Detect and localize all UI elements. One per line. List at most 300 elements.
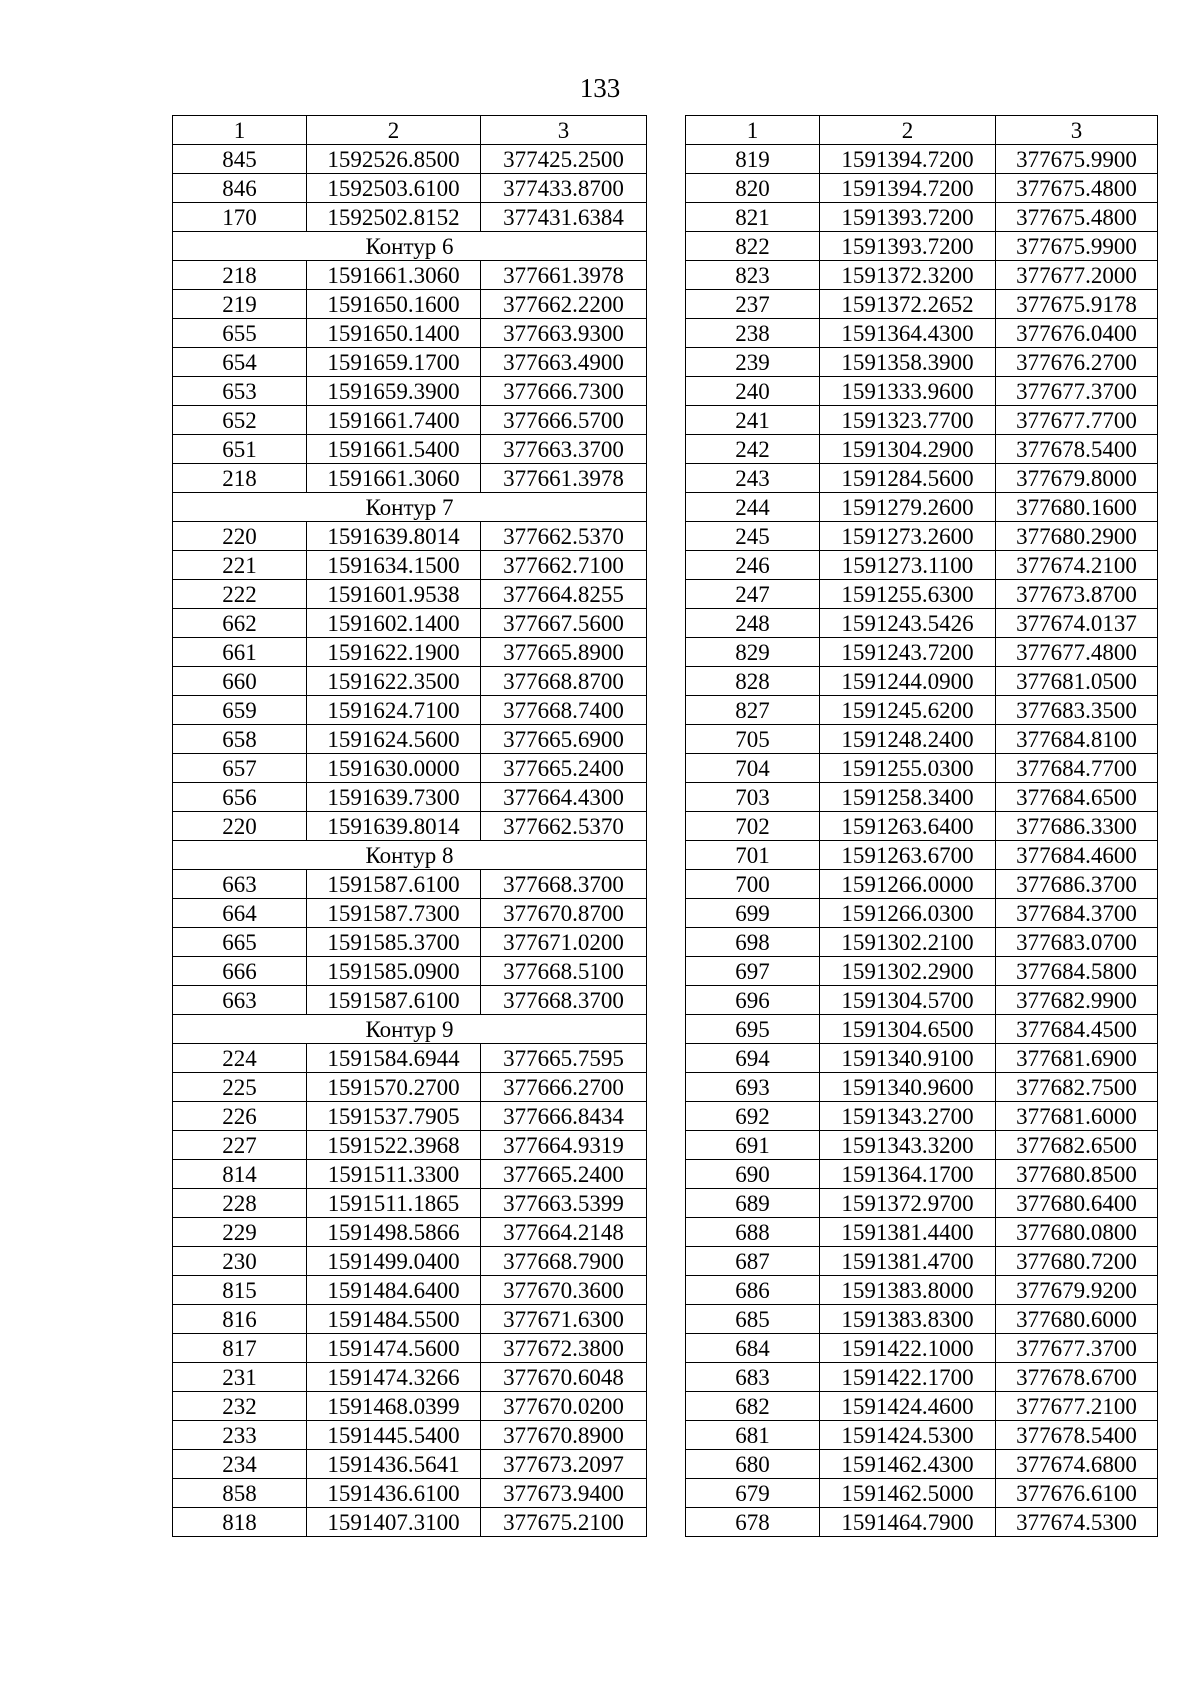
point-number-cell: 219: [173, 290, 307, 319]
table-row: [686, 812, 1158, 841]
x-coordinate-cell: 1591258.3400: [820, 783, 996, 812]
table-row: [173, 1189, 647, 1218]
table-row: [686, 319, 1158, 348]
y-coordinate-cell: 377663.3700: [481, 435, 647, 464]
point-number-cell: 705: [686, 725, 820, 754]
table-row: [686, 1131, 1158, 1160]
point-number-cell: 822: [686, 232, 820, 261]
y-coordinate-cell: 377662.2200: [481, 290, 647, 319]
point-number-cell: 700: [686, 870, 820, 899]
table-row: [173, 580, 647, 609]
point-number-cell: 828: [686, 667, 820, 696]
y-coordinate-cell: 377683.0700: [996, 928, 1158, 957]
table-row: [686, 986, 1158, 1015]
y-coordinate-cell: 377668.7400: [481, 696, 647, 725]
table-row: [173, 319, 647, 348]
point-number-cell: 694: [686, 1044, 820, 1073]
x-coordinate-cell: 1591622.1900: [307, 638, 481, 667]
table-row: [686, 1508, 1158, 1537]
y-coordinate-cell: 377680.1600: [996, 493, 1158, 522]
x-coordinate-cell: 1591498.5866: [307, 1218, 481, 1247]
x-coordinate-cell: 1591248.2400: [820, 725, 996, 754]
point-number-cell: 816: [173, 1305, 307, 1334]
x-coordinate-cell: 1591381.4700: [820, 1247, 996, 1276]
point-number-cell: 817: [173, 1334, 307, 1363]
y-coordinate-cell: 377663.9300: [481, 319, 647, 348]
point-number-cell: 229: [173, 1218, 307, 1247]
x-coordinate-cell: 1591661.7400: [307, 406, 481, 435]
point-number-cell: 661: [173, 638, 307, 667]
x-coordinate-cell: 1591383.8300: [820, 1305, 996, 1334]
y-coordinate-cell: 377668.5100: [481, 957, 647, 986]
x-coordinate-cell: 1591243.7200: [820, 638, 996, 667]
point-number-cell: 247: [686, 580, 820, 609]
y-coordinate-cell: 377680.0800: [996, 1218, 1158, 1247]
table-row: [686, 1421, 1158, 1450]
point-number-cell: 699: [686, 899, 820, 928]
table-row: [686, 696, 1158, 725]
y-coordinate-cell: 377674.6800: [996, 1450, 1158, 1479]
y-coordinate-cell: 377672.3800: [481, 1334, 647, 1363]
section-row: [173, 232, 647, 261]
table-row: [173, 986, 647, 1015]
x-coordinate-cell: 1591383.8000: [820, 1276, 996, 1305]
point-number-cell: 845: [173, 145, 307, 174]
point-number-cell: 232: [173, 1392, 307, 1421]
x-coordinate-cell: 1591255.0300: [820, 754, 996, 783]
table-row: [686, 725, 1158, 754]
x-coordinate-cell: 1591585.0900: [307, 957, 481, 986]
y-coordinate-cell: 377675.4800: [996, 203, 1158, 232]
table-row: [173, 145, 647, 174]
column-header: 2: [307, 116, 481, 145]
x-coordinate-cell: 1591484.5500: [307, 1305, 481, 1334]
point-number-cell: 657: [173, 754, 307, 783]
point-number-cell: 846: [173, 174, 307, 203]
table-row: [173, 290, 647, 319]
section-label: Контур 6: [173, 232, 647, 261]
x-coordinate-cell: 1591624.7100: [307, 696, 481, 725]
y-coordinate-cell: 377665.6900: [481, 725, 647, 754]
y-coordinate-cell: 377671.6300: [481, 1305, 647, 1334]
coordinates-table-left: [172, 115, 647, 1537]
table-row: [173, 725, 647, 754]
y-coordinate-cell: 377664.8255: [481, 580, 647, 609]
x-coordinate-cell: 1591424.4600: [820, 1392, 996, 1421]
x-coordinate-cell: 1591484.6400: [307, 1276, 481, 1305]
x-coordinate-cell: 1591464.7900: [820, 1508, 996, 1537]
table-row: [173, 812, 647, 841]
point-number-cell: 703: [686, 783, 820, 812]
x-coordinate-cell: 1591661.5400: [307, 435, 481, 464]
point-number-cell: 823: [686, 261, 820, 290]
y-coordinate-cell: 377667.5600: [481, 609, 647, 638]
point-number-cell: 692: [686, 1102, 820, 1131]
x-coordinate-cell: 1591462.5000: [820, 1479, 996, 1508]
x-coordinate-cell: 1591474.5600: [307, 1334, 481, 1363]
x-coordinate-cell: 1591422.1000: [820, 1334, 996, 1363]
table-row: [173, 696, 647, 725]
y-coordinate-cell: 377661.3978: [481, 464, 647, 493]
table-row: [686, 493, 1158, 522]
table-row: [173, 522, 647, 551]
y-coordinate-cell: 377666.5700: [481, 406, 647, 435]
y-coordinate-cell: 377670.8700: [481, 899, 647, 928]
x-coordinate-cell: 1591468.0399: [307, 1392, 481, 1421]
point-number-cell: 170: [173, 203, 307, 232]
table-row: [686, 841, 1158, 870]
table-row: [173, 464, 647, 493]
point-number-cell: 654: [173, 348, 307, 377]
y-coordinate-cell: 377670.6048: [481, 1363, 647, 1392]
y-coordinate-cell: 377682.7500: [996, 1073, 1158, 1102]
y-coordinate-cell: 377673.8700: [996, 580, 1158, 609]
table-row: [173, 783, 647, 812]
x-coordinate-cell: 1591323.7700: [820, 406, 996, 435]
y-coordinate-cell: 377680.6400: [996, 1189, 1158, 1218]
point-number-cell: 681: [686, 1421, 820, 1450]
y-coordinate-cell: 377670.8900: [481, 1421, 647, 1450]
point-number-cell: 239: [686, 348, 820, 377]
point-number-cell: 663: [173, 986, 307, 1015]
y-coordinate-cell: 377670.3600: [481, 1276, 647, 1305]
table-row: [173, 1363, 647, 1392]
point-number-cell: 234: [173, 1450, 307, 1479]
table-row: [173, 1131, 647, 1160]
y-coordinate-cell: 377677.3700: [996, 1334, 1158, 1363]
column-header: 2: [820, 116, 996, 145]
point-number-cell: 666: [173, 957, 307, 986]
table-row: [686, 1015, 1158, 1044]
x-coordinate-cell: 1591333.9600: [820, 377, 996, 406]
x-coordinate-cell: 1591630.0000: [307, 754, 481, 783]
point-number-cell: 678: [686, 1508, 820, 1537]
y-coordinate-cell: 377665.2400: [481, 754, 647, 783]
table-row: [686, 145, 1158, 174]
section-label: Контур 9: [173, 1015, 647, 1044]
x-coordinate-cell: 1591659.3900: [307, 377, 481, 406]
point-number-cell: 655: [173, 319, 307, 348]
y-coordinate-cell: 377664.2148: [481, 1218, 647, 1247]
point-number-cell: 693: [686, 1073, 820, 1102]
y-coordinate-cell: 377664.4300: [481, 783, 647, 812]
x-coordinate-cell: 1591650.1600: [307, 290, 481, 319]
x-coordinate-cell: 1591587.7300: [307, 899, 481, 928]
x-coordinate-cell: 1591511.3300: [307, 1160, 481, 1189]
y-coordinate-cell: 377678.5400: [996, 435, 1158, 464]
table-row: [173, 1044, 647, 1073]
column-header: 1: [686, 116, 820, 145]
section-label: Контур 8: [173, 841, 647, 870]
y-coordinate-cell: 377679.9200: [996, 1276, 1158, 1305]
x-coordinate-cell: 1591340.9100: [820, 1044, 996, 1073]
x-coordinate-cell: 1591372.3200: [820, 261, 996, 290]
table-row: [173, 261, 647, 290]
table-row: [173, 667, 647, 696]
point-number-cell: 685: [686, 1305, 820, 1334]
table-row: [686, 580, 1158, 609]
y-coordinate-cell: 377676.0400: [996, 319, 1158, 348]
point-number-cell: 695: [686, 1015, 820, 1044]
x-coordinate-cell: 1591394.7200: [820, 174, 996, 203]
x-coordinate-cell: 1591587.6100: [307, 986, 481, 1015]
table-row: [173, 435, 647, 464]
column-header: 3: [996, 116, 1158, 145]
point-number-cell: 652: [173, 406, 307, 435]
y-coordinate-cell: 377676.2700: [996, 348, 1158, 377]
table-row: [173, 957, 647, 986]
table-row: [686, 638, 1158, 667]
table-row: [173, 1508, 647, 1537]
point-number-cell: 662: [173, 609, 307, 638]
x-coordinate-cell: 1591279.2600: [820, 493, 996, 522]
table-row: [686, 203, 1158, 232]
point-number-cell: 818: [173, 1508, 307, 1537]
y-coordinate-cell: 377674.0137: [996, 609, 1158, 638]
point-number-cell: 689: [686, 1189, 820, 1218]
x-coordinate-cell: 1591587.6100: [307, 870, 481, 899]
table-row: [173, 1305, 647, 1334]
y-coordinate-cell: 377684.7700: [996, 754, 1158, 783]
table-row: [686, 1392, 1158, 1421]
y-coordinate-cell: 377684.6500: [996, 783, 1158, 812]
point-number-cell: 819: [686, 145, 820, 174]
point-number-cell: 231: [173, 1363, 307, 1392]
point-number-cell: 237: [686, 290, 820, 319]
x-coordinate-cell: 1591511.1865: [307, 1189, 481, 1218]
x-coordinate-cell: 1591639.8014: [307, 812, 481, 841]
x-coordinate-cell: 1591273.1100: [820, 551, 996, 580]
point-number-cell: 651: [173, 435, 307, 464]
point-number-cell: 820: [686, 174, 820, 203]
point-number-cell: 248: [686, 609, 820, 638]
x-coordinate-cell: 1591372.9700: [820, 1189, 996, 1218]
x-coordinate-cell: 1591424.5300: [820, 1421, 996, 1450]
point-number-cell: 664: [173, 899, 307, 928]
point-number-cell: 701: [686, 841, 820, 870]
y-coordinate-cell: 377666.7300: [481, 377, 647, 406]
section-row: [173, 1015, 647, 1044]
y-coordinate-cell: 377668.3700: [481, 870, 647, 899]
point-number-cell: 233: [173, 1421, 307, 1450]
point-number-cell: 242: [686, 435, 820, 464]
y-coordinate-cell: 377425.2500: [481, 145, 647, 174]
y-coordinate-cell: 377684.4500: [996, 1015, 1158, 1044]
x-coordinate-cell: 1591304.6500: [820, 1015, 996, 1044]
y-coordinate-cell: 377665.2400: [481, 1160, 647, 1189]
x-coordinate-cell: 1591522.3968: [307, 1131, 481, 1160]
point-number-cell: 658: [173, 725, 307, 754]
x-coordinate-cell: 1591474.3266: [307, 1363, 481, 1392]
y-coordinate-cell: 377431.6384: [481, 203, 647, 232]
x-coordinate-cell: 1591364.4300: [820, 319, 996, 348]
x-coordinate-cell: 1591381.4400: [820, 1218, 996, 1247]
point-number-cell: 821: [686, 203, 820, 232]
y-coordinate-cell: 377675.4800: [996, 174, 1158, 203]
point-number-cell: 691: [686, 1131, 820, 1160]
y-coordinate-cell: 377677.2000: [996, 261, 1158, 290]
table-row: [686, 899, 1158, 928]
point-number-cell: 679: [686, 1479, 820, 1508]
y-coordinate-cell: 377684.5800: [996, 957, 1158, 986]
point-number-cell: 697: [686, 957, 820, 986]
point-number-cell: 683: [686, 1363, 820, 1392]
y-coordinate-cell: 377661.3978: [481, 261, 647, 290]
column-header: 1: [173, 116, 307, 145]
x-coordinate-cell: 1591422.1700: [820, 1363, 996, 1392]
table-row: [173, 551, 647, 580]
x-coordinate-cell: 1591343.3200: [820, 1131, 996, 1160]
table-row: [173, 870, 647, 899]
y-coordinate-cell: 377677.4800: [996, 638, 1158, 667]
y-coordinate-cell: 377681.6900: [996, 1044, 1158, 1073]
table-row: [686, 1102, 1158, 1131]
y-coordinate-cell: 377678.6700: [996, 1363, 1158, 1392]
table-row: [173, 1450, 647, 1479]
table-row: [686, 1247, 1158, 1276]
y-coordinate-cell: 377674.2100: [996, 551, 1158, 580]
table-row: [686, 406, 1158, 435]
point-number-cell: 690: [686, 1160, 820, 1189]
y-coordinate-cell: 377679.8000: [996, 464, 1158, 493]
y-coordinate-cell: 377677.3700: [996, 377, 1158, 406]
x-coordinate-cell: 1591244.0900: [820, 667, 996, 696]
x-coordinate-cell: 1591372.2652: [820, 290, 996, 319]
y-coordinate-cell: 377675.9900: [996, 232, 1158, 261]
x-coordinate-cell: 1591650.1400: [307, 319, 481, 348]
table-row: [686, 261, 1158, 290]
x-coordinate-cell: 1591570.2700: [307, 1073, 481, 1102]
x-coordinate-cell: 1592526.8500: [307, 145, 481, 174]
point-number-cell: 218: [173, 261, 307, 290]
table-row: [686, 957, 1158, 986]
table-row: [686, 174, 1158, 203]
y-coordinate-cell: 377680.7200: [996, 1247, 1158, 1276]
x-coordinate-cell: 1591302.2900: [820, 957, 996, 986]
point-number-cell: 659: [173, 696, 307, 725]
y-coordinate-cell: 377686.3700: [996, 870, 1158, 899]
point-number-cell: 829: [686, 638, 820, 667]
table-row: [173, 377, 647, 406]
table-row: [686, 232, 1158, 261]
x-coordinate-cell: 1591302.2100: [820, 928, 996, 957]
table-row: [173, 1102, 647, 1131]
point-number-cell: 680: [686, 1450, 820, 1479]
table-row: [173, 203, 647, 232]
point-number-cell: 684: [686, 1334, 820, 1363]
point-number-cell: 228: [173, 1189, 307, 1218]
x-coordinate-cell: 1591634.1500: [307, 551, 481, 580]
point-number-cell: 243: [686, 464, 820, 493]
section-row: [173, 841, 647, 870]
table-row: [173, 174, 647, 203]
point-number-cell: 226: [173, 1102, 307, 1131]
table-row: [173, 1073, 647, 1102]
table-row: [686, 667, 1158, 696]
y-coordinate-cell: 377686.3300: [996, 812, 1158, 841]
point-number-cell: 240: [686, 377, 820, 406]
y-coordinate-cell: 377680.6000: [996, 1305, 1158, 1334]
point-number-cell: 815: [173, 1276, 307, 1305]
y-coordinate-cell: 377662.5370: [481, 522, 647, 551]
point-number-cell: 222: [173, 580, 307, 609]
table-row: [686, 1160, 1158, 1189]
x-coordinate-cell: 1591245.6200: [820, 696, 996, 725]
x-coordinate-cell: 1591255.6300: [820, 580, 996, 609]
x-coordinate-cell: 1591601.9538: [307, 580, 481, 609]
table-row: [173, 1218, 647, 1247]
x-coordinate-cell: 1591358.3900: [820, 348, 996, 377]
y-coordinate-cell: 377674.5300: [996, 1508, 1158, 1537]
x-coordinate-cell: 1591273.2600: [820, 522, 996, 551]
table-row: [686, 754, 1158, 783]
point-number-cell: 244: [686, 493, 820, 522]
point-number-cell: 858: [173, 1479, 307, 1508]
table-row: [686, 435, 1158, 464]
table-row: [173, 406, 647, 435]
table-row: [686, 522, 1158, 551]
table-row: [173, 928, 647, 957]
y-coordinate-cell: 377663.5399: [481, 1189, 647, 1218]
point-number-cell: 698: [686, 928, 820, 957]
x-coordinate-cell: 1591499.0400: [307, 1247, 481, 1276]
point-number-cell: 227: [173, 1131, 307, 1160]
table-row: [686, 1334, 1158, 1363]
table-row: [686, 1189, 1158, 1218]
point-number-cell: 814: [173, 1160, 307, 1189]
page-number: 133: [579, 73, 621, 103]
y-coordinate-cell: 377682.9900: [996, 986, 1158, 1015]
x-coordinate-cell: 1591266.0300: [820, 899, 996, 928]
table-row: [686, 377, 1158, 406]
section-label: Контур 7: [173, 493, 647, 522]
point-number-cell: 218: [173, 464, 307, 493]
x-coordinate-cell: 1591462.4300: [820, 1450, 996, 1479]
table-header-row: [686, 116, 1158, 145]
coordinates-table-right-body: [686, 116, 1158, 1537]
y-coordinate-cell: 377666.2700: [481, 1073, 647, 1102]
point-number-cell: 682: [686, 1392, 820, 1421]
table-row: [173, 1479, 647, 1508]
x-coordinate-cell: 1591584.6944: [307, 1044, 481, 1073]
x-coordinate-cell: 1591639.7300: [307, 783, 481, 812]
table-header-row: [173, 116, 647, 145]
x-coordinate-cell: 1591661.3060: [307, 464, 481, 493]
y-coordinate-cell: 377673.2097: [481, 1450, 647, 1479]
point-number-cell: 696: [686, 986, 820, 1015]
x-coordinate-cell: 1591243.5426: [820, 609, 996, 638]
point-number-cell: 220: [173, 522, 307, 551]
point-number-cell: 665: [173, 928, 307, 957]
table-row: [686, 1073, 1158, 1102]
table-row: [686, 464, 1158, 493]
y-coordinate-cell: 377670.0200: [481, 1392, 647, 1421]
point-number-cell: 224: [173, 1044, 307, 1073]
x-coordinate-cell: 1591624.5600: [307, 725, 481, 754]
point-number-cell: 653: [173, 377, 307, 406]
x-coordinate-cell: 1591266.0000: [820, 870, 996, 899]
x-coordinate-cell: 1591284.5600: [820, 464, 996, 493]
x-coordinate-cell: 1591393.7200: [820, 203, 996, 232]
table-row: [686, 1479, 1158, 1508]
y-coordinate-cell: 377663.4900: [481, 348, 647, 377]
point-number-cell: 241: [686, 406, 820, 435]
table-row: [173, 348, 647, 377]
y-coordinate-cell: 377677.7700: [996, 406, 1158, 435]
y-coordinate-cell: 377681.0500: [996, 667, 1158, 696]
point-number-cell: 221: [173, 551, 307, 580]
table-row: [686, 1276, 1158, 1305]
